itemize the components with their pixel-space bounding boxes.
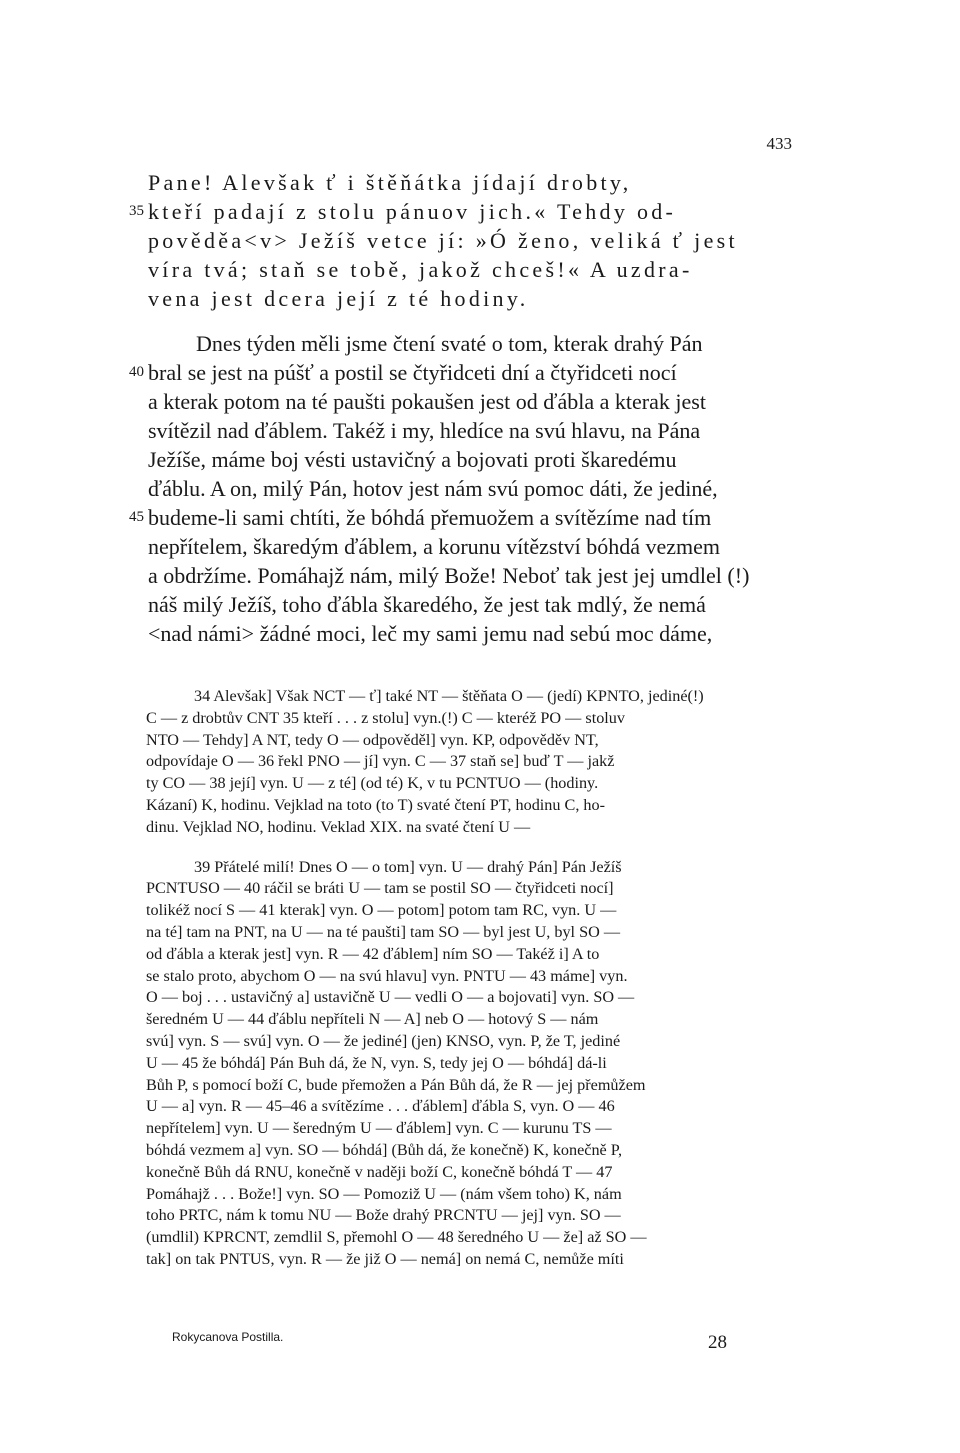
note-text: šeredném U — 44 ďáblu nepříteli N — A] neb O — hotový S — nám	[146, 1010, 599, 1029]
note-text: C — z drobtův CNT 35 kteří . . . z stolu] vyn.(!) C — kteréž PO — stoluv	[146, 708, 625, 727]
note-text: Pomáhajž . . . Bože!] vyn. SO — Pomoziž U — (nám všem toho) K, nám	[146, 1184, 622, 1203]
text-line	[148, 619, 794, 648]
note-line	[146, 708, 794, 730]
text-line	[148, 561, 794, 590]
note-line	[146, 1031, 794, 1053]
note-line	[146, 1075, 794, 1097]
note-line	[146, 1009, 794, 1031]
line-number: 35	[129, 203, 144, 219]
note-text: O — boj . . . ustavičný a] ustavičně U — vedli O — a bojovati] vyn. SO —	[146, 988, 635, 1007]
signature-mark: 28	[708, 1332, 727, 1353]
text-line	[129, 358, 794, 387]
text-line	[148, 168, 794, 197]
line-text: víra tvá; staň se tobě, jakož chceš!« A uzdra-	[148, 257, 693, 282]
note-line	[146, 878, 794, 900]
note-text: PCNTUSO — 40 ráčil se bráti U — tam se postil SO — čtyřidceti nocí]	[146, 879, 614, 898]
text-line	[129, 503, 794, 532]
note-text: 39 Přátelé milí! Dnes O — o tom] vyn. U — drahý Pán] Pán Ježíš	[194, 857, 622, 876]
note-text: na té] tam na PNT, na U — na té paušti] tam SO — byl jest U, byl SO —	[146, 922, 621, 941]
note-text: Kázaní) K, hodinu. Vejklad na toto (to T) svaté čtení PT, hodinu C, ho-	[146, 795, 606, 814]
note-text: U — 45 že bóhdá] Pán Buh dá, že N, vyn. S, tedy jej O — bóhdá] dá-li	[146, 1053, 607, 1072]
text-line	[148, 255, 794, 284]
note-text: svú] vyn. S — svú] vyn. O — že jediné] (jen) KNSO, vyn. P, že T, jediné	[146, 1031, 621, 1050]
note-text: bóhdá vezmem a] vyn. SO — bóhdá] (Bůh dá, že konečně) K, konečně P,	[146, 1140, 623, 1159]
note-text: 34 Alevšak] Však NCT — ť] také NT — štěňata O — (jedí) KPNTO, jediné(!)	[194, 687, 704, 705]
note-text: ty CO — 38 její] vyn. U — z té] (od té) K, v tu PCNTUO — (hodiny.	[146, 774, 599, 793]
text-line	[148, 532, 794, 561]
line-text: a obdržíme. Pomáhajž nám, milý Bože! Neboť tak jest jej umdlel (!)	[148, 563, 750, 588]
text-line	[148, 474, 794, 503]
note-line	[146, 817, 794, 839]
line-text: svítězil nad ďáblem. Takéž i my, hledíce na svú hlavu, na Pána	[148, 418, 701, 443]
note-text: toho PRTC, nám k tomu NU — Bože drahý PRCNTU — jej] vyn. SO —	[146, 1206, 621, 1225]
note-line	[146, 1096, 794, 1118]
note-line	[146, 900, 794, 922]
note-line	[146, 987, 794, 1009]
text-line	[148, 387, 794, 416]
note-line	[146, 1053, 794, 1075]
line-text: bral se jest na púšť a postil se čtyřidceti dní a čtyřidceti nocí	[148, 360, 677, 385]
line-text: nepřítelem, škaredým ďáblem, a korunu vítězství bóhdá vezmem	[148, 534, 720, 559]
text-line	[148, 590, 794, 619]
line-text: vena jest dcera její z té hodiny.	[148, 286, 529, 311]
note-text: od ďábla a kterak jest] vyn. R — 42 ďáblem] ním SO — Takéž i] A to	[146, 944, 600, 963]
line-text: a kterak potom na té paušti pokaušen jest od ďábla a kterak jest	[148, 389, 706, 414]
note-text: U — a] vyn. R — 45–46 a svítězíme . . . ďáblem] ďábla S, vyn. O — 46	[146, 1097, 615, 1116]
text-line	[148, 226, 794, 255]
note-text: nepřítelem] vyn. U — šeredným U — ďáblem] vyn. C — kurunu TS —	[146, 1119, 612, 1138]
line-text: náš milý Ježíš, toho ďábla škaredého, že jest tak mdlý, že nemá	[148, 592, 706, 617]
note-text: Bůh P, s pomocí boží C, bude přemožen a Pán Bůh dá, že R — jej přemůžem	[146, 1075, 646, 1094]
note-line	[146, 1118, 794, 1140]
note-text: konečně Bůh dá RNU, konečně v naději boží C, konečně bóhdá T — 47	[146, 1162, 613, 1181]
line-text: Pane! Alevšak ť i štěňátka jídají drobty,	[148, 170, 632, 195]
note-line	[146, 730, 794, 752]
line-text: kteří padají z stolu pánuov jich.« Tehdy od-	[148, 199, 677, 224]
note-line	[146, 773, 794, 795]
note-line	[146, 686, 794, 708]
note-line	[146, 1184, 794, 1206]
line-text: ďáblu. A on, milý Pán, hotov jest nám svú pomoc dáti, že jediné,	[148, 476, 718, 501]
text-line	[129, 197, 794, 226]
note-text: tolikéž nocí S — 41 kterak] vyn. O — potom] potom tam RC, vyn. U —	[146, 901, 617, 920]
book-title-footer: Rokycanova Postilla.	[172, 1330, 284, 1344]
note-line	[146, 944, 794, 966]
note-text: (umdlil) KPRCNT, zemdlil S, přemohl O — 48 šeredného U — že] až SO —	[146, 1228, 647, 1247]
critical-apparatus	[146, 686, 794, 1271]
note-line	[146, 1249, 794, 1271]
note-line	[146, 1227, 794, 1249]
note-text: NTO — Tehdy] A NT, tedy O — odpověděl] vyn. KP, odpověděv NT,	[146, 730, 599, 749]
note-line	[146, 1162, 794, 1184]
note-text: se stalo proto, abychom O — na svú hlavu] vyn. PNTU — 43 máme] vyn.	[146, 966, 628, 985]
text-line	[148, 329, 794, 358]
line-text: Ježíše, máme boj vésti ustavičný a bojovati proti škaredému	[148, 447, 677, 472]
note-text: odpovídaje O — 36 řekl PNO — jí] vyn. C — 37 staň se] buď T — jakž	[146, 752, 615, 771]
note-line	[146, 857, 794, 879]
note-line	[146, 795, 794, 817]
note-line	[146, 922, 794, 944]
note-line	[146, 1205, 794, 1227]
line-text: Dnes týden měli jsme čtení svaté o tom, kterak drahý Pán	[196, 331, 703, 356]
note-line	[146, 1140, 794, 1162]
line-text: <nad námi> žádné moci, leč my sami jemu nad sebú moc dáme,	[148, 621, 713, 646]
main-text-block	[129, 168, 794, 648]
note-line	[146, 966, 794, 988]
note-text: tak] on tak PNTUS, vyn. R — že již O — nemá] on nemá C, nemůže míti	[146, 1249, 624, 1268]
text-line	[148, 284, 794, 313]
text-line	[148, 416, 794, 445]
line-number: 40	[129, 364, 144, 380]
page-number: 433	[766, 134, 792, 153]
note-line	[146, 751, 794, 773]
line-text: budeme-li sami chtíti, že bóhdá přemuožem a svítězíme nad tím	[148, 505, 712, 530]
note-text: dinu. Vejklad NO, hodinu. Veklad XIX. na svaté čtení U —	[146, 817, 531, 836]
text-line	[148, 445, 794, 474]
line-text: pověděa<v> Ježíš vetce jí: »Ó ženo, veliká ť jest	[148, 228, 738, 253]
line-number: 45	[129, 509, 144, 525]
